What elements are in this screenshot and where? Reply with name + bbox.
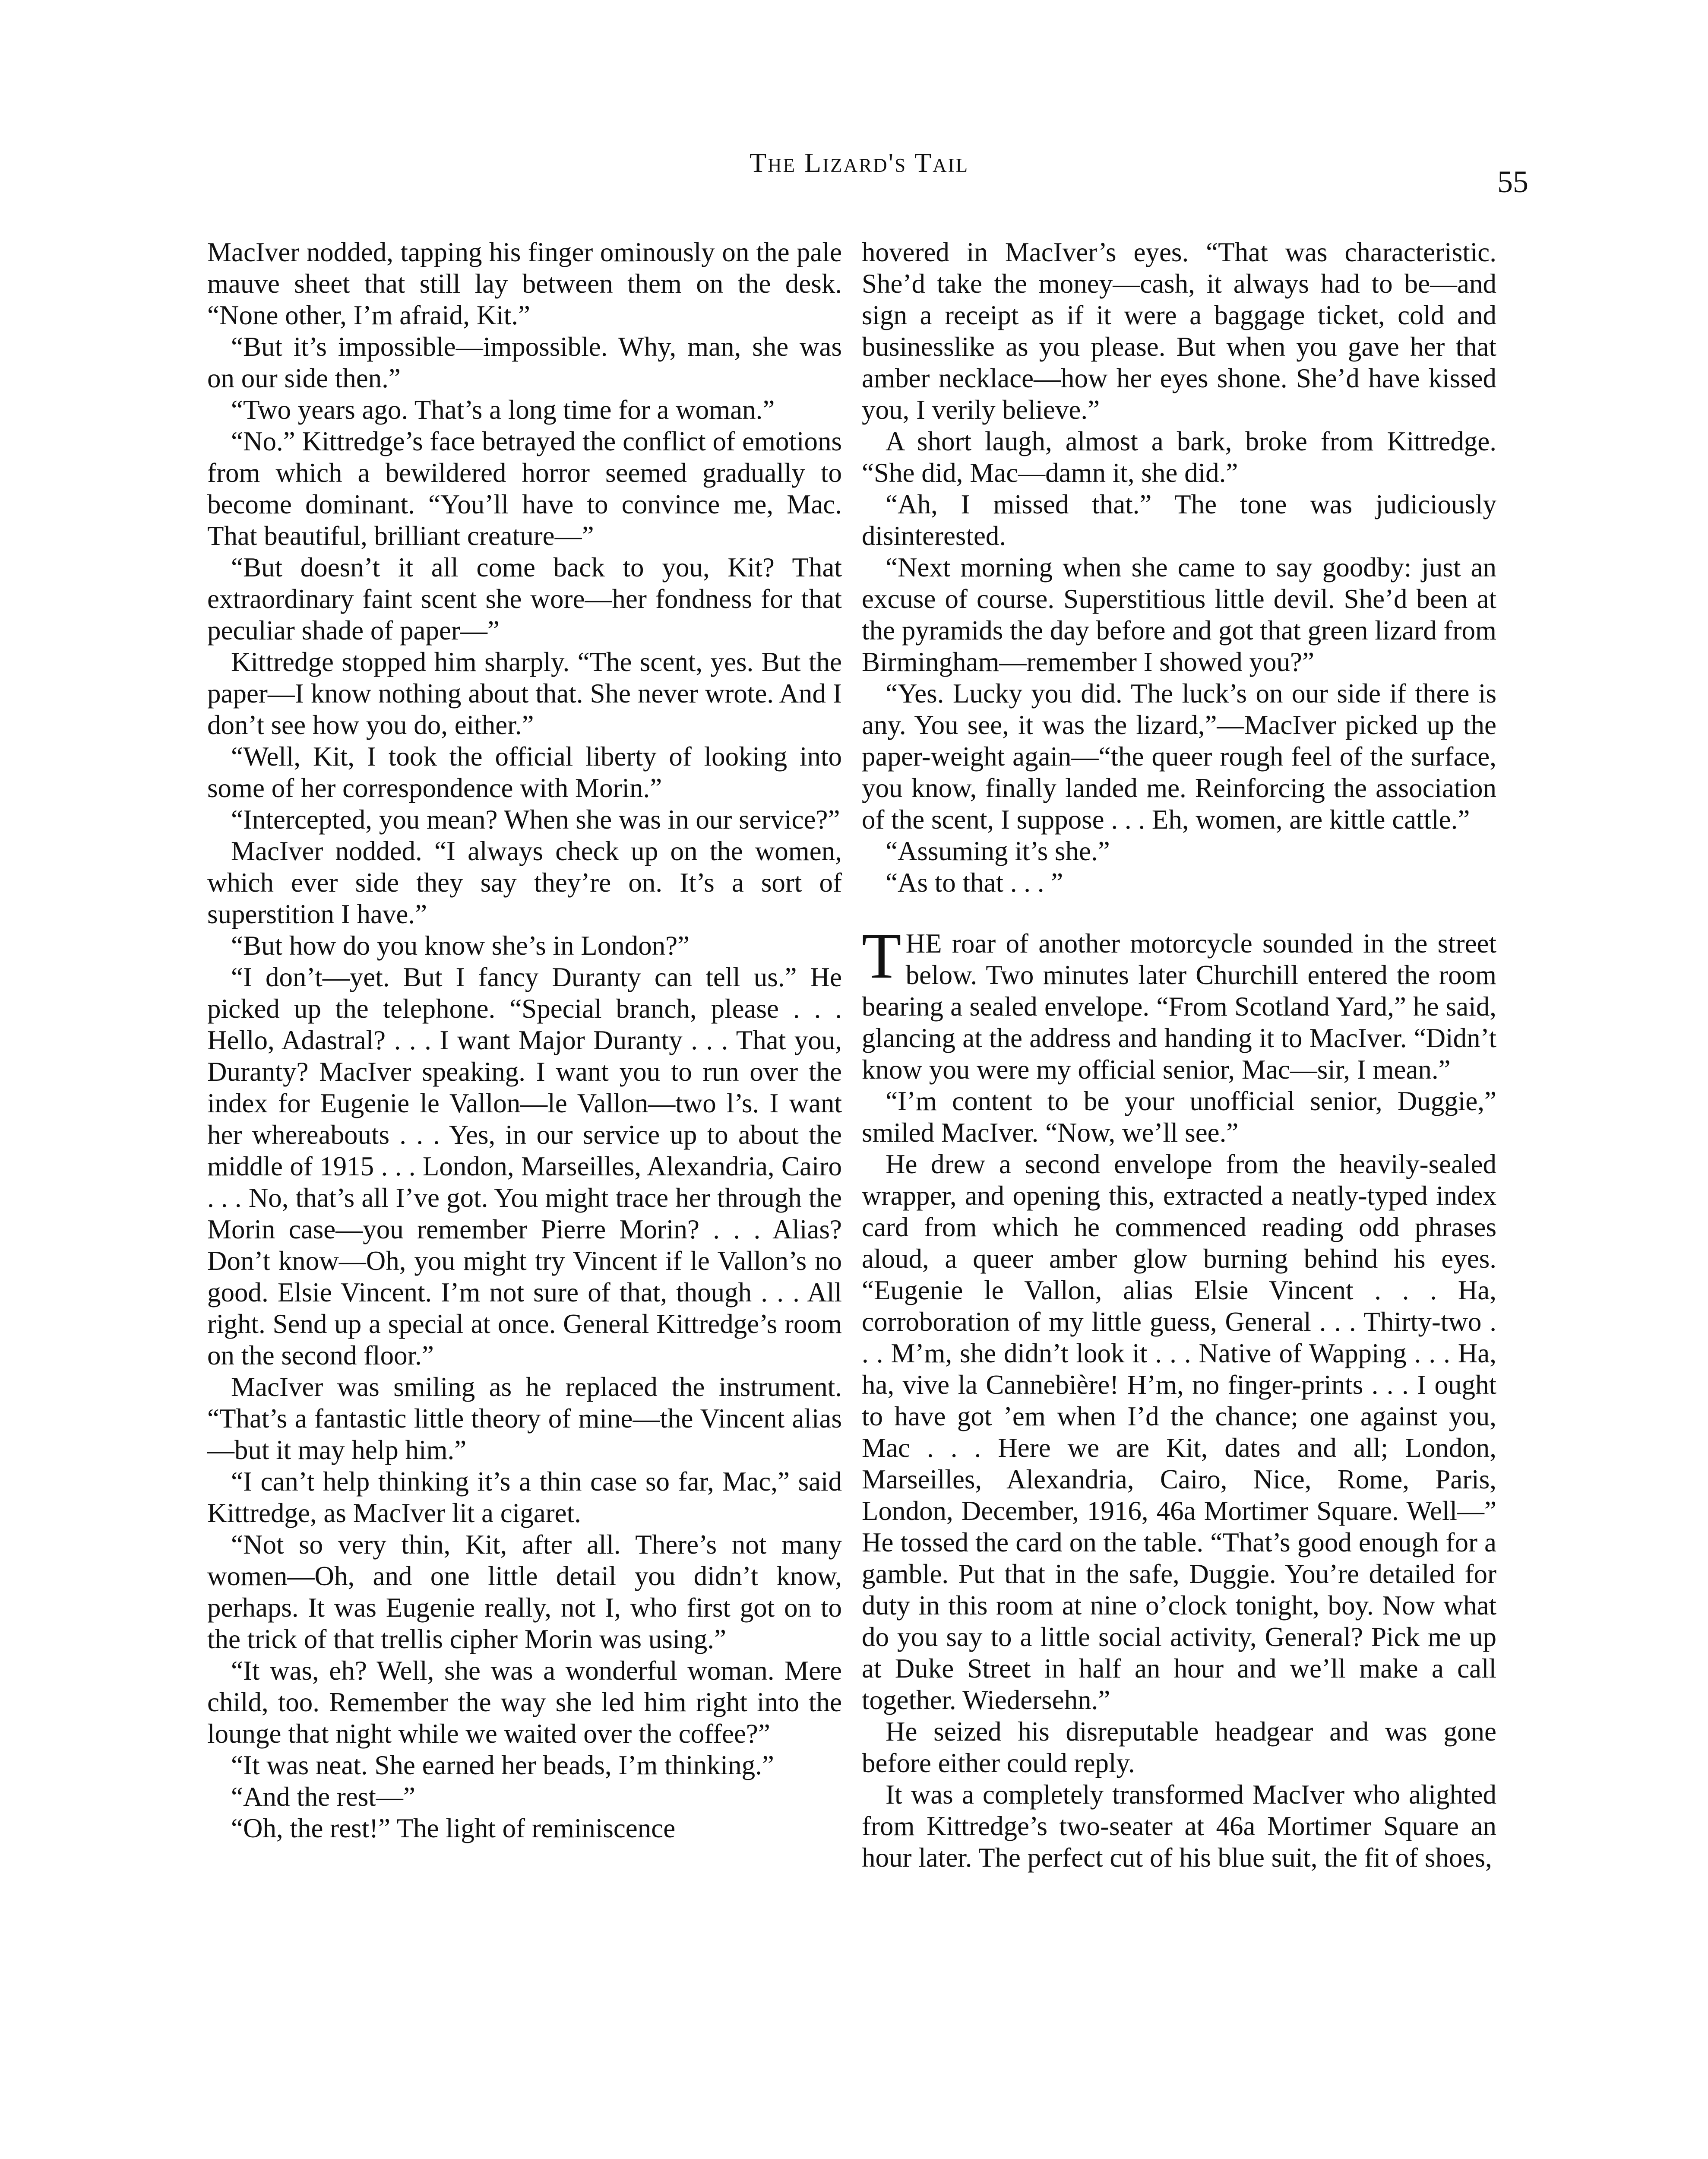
paragraph: He seized his disreputable headgear and was gone before either could reply. (862, 1716, 1496, 1778)
running-title: The Lizard's Tail (749, 147, 969, 178)
paragraph: “Two years ago. That’s a long time for a woman.” (231, 395, 775, 425)
paragraph: “Well, Kit, I took the official liberty of looking into some of her correspondence with Morin.” (207, 741, 842, 803)
paragraph: “Not so very thin, Kit, after all. There’s not many women—Oh, and one little detail you didn’t know, perhaps. It was Eugenie really, not I, who first got on to the trick of that trellis cipher Morin was using.” (207, 1529, 842, 1654)
paragraph: “No.” Kittredge’s face betrayed the conflict of emotions from which a bewildered horror seemed gradually to become dominant. “You’ll have to convince me, Mac. That beautiful, brilliant creature—” (207, 426, 842, 551)
paragraph: “But it’s impossible—impossible. Why, man, she was on our side then.” (207, 332, 842, 393)
paragraph: “But doesn’t it all come back to you, Kit? That extraordinary faint scent she wore—her fondness for that peculiar shade of paper—” (207, 552, 842, 646)
paragraph: Kittredge stopped him sharply. “The scent, yes. But the paper—I know nothing about that. She never wrote. And I don’t see how you do, either.” (207, 647, 842, 740)
paragraph: “I can’t help thinking it’s a thin case so far, Mac,” said Kittredge, as MacIver lit a cigaret. (207, 1466, 842, 1528)
paragraph: He drew a second envelope from the heavily-sealed wrapper, and opening this, extracted a neatly-typed index card from which he commenced reading odd phrases aloud, a queer amber glow burning behind his eyes. “Eugenie le Vallon, alias Elsie Vincent . . . Ha, corroboration of my little guess, General . . . Thirty-two . . . M’m, she didn’t look it . . . Native of Wapping . . . Ha, ha, vive la Cannebière! H’m, no finger-prints . . . I ought to have got ’em when I’d the chance; one against you, Mac . . . Here we are Kit, dates and all; London, Marseilles, Alexandria, Cairo, Nice, Rome, Paris, London, December, 1916, 46a Mortimer Square. Well—” He tossed the card on the table. “That’s good enough for a gamble. Put that in the safe, Duggie. You’re detailed for duty in this room at nine o’clock tonight, boy. Now what do you say to a little social activity, General? Pick me up at Duke Street in half an hour and we’ll make a call together. Wiedersehn.” (862, 1149, 1496, 1715)
paragraph: “Assuming it’s she.” (886, 836, 1110, 866)
paragraph: “As to that . . . ” (886, 867, 1063, 898)
paragraph: “Intercepted, you mean? When she was in our service?” (231, 804, 840, 835)
paragraph: MacIver nodded, tapping his finger ominously on the pale mauve sheet that still lay between them on the desk. “None other, I’m afraid, Kit.” (207, 237, 842, 330)
right-text-column (862, 237, 1496, 2159)
opening-text: HE roar of another motorcycle sounded in the street below. Two minutes later Churchill entered the room bearing a sealed envelope. “From Scotland Yard,” he said, glancing at the address and handing it to MacIver. “Didn’t know you were my official senior, Mac—sir, I mean.” (862, 928, 1496, 1085)
paragraph: “It was, eh? Well, she was a wonderful woman. Mere child, too. Remember the way she led him right into the lounge that night while we waited over the coffee?” (207, 1656, 842, 1749)
paragraph: hovered in MacIver’s eyes. “That was characteristic. She’d take the money—cash, it always had to be—and sign a receipt as if it were a baggage ticket, cold and businesslike as you please. But when you gave her that amber necklace—how her eyes shone. She’d have kissed you, I verily believe.” (862, 237, 1496, 425)
drop-cap: T (862, 920, 901, 992)
paragraph: “Next morning when she came to say goodby: just an excuse of course. Superstitious little devil. She’d been at the pyramids the day before and got that green lizard from Birmingham—remember I showed you?” (862, 552, 1496, 677)
paragraph: “Oh, the rest!” The light of reminiscence (231, 1813, 676, 1843)
paragraph: MacIver was smiling as he replaced the instrument. “That’s a fantastic little theory of mine—the Vincent alias—but it may help him.” (207, 1372, 842, 1465)
left-text-column (207, 237, 842, 2159)
paragraph: A short laugh, almost a bark, broke from Kittredge. “She did, Mac—damn it, she did.” (862, 426, 1496, 488)
paragraph: “And the rest—” (231, 1782, 415, 1812)
paragraph: MacIver nodded. “I always check up on the women, which ever side they say they’re on. It’s a sort of superstition I have.” (207, 836, 842, 929)
paragraph: “I don’t—yet. But I fancy Duranty can tell us.” He picked up the telephone. “Special branch, please . . . Hello, Adastral? . . . I want Major Duranty . . . That you, Duranty? MacIver speaking. I want you to run over the index for Eugenie le Vallon—le Vallon—two l’s. I want her whereabouts . . . Yes, in our service up to about the middle of 1915 . . . London, Marseilles, Alexandria, Cairo . . . No, that’s all I’ve got. You might trace her through the Morin case—you remember Pierre Morin? . . . Alias? Don’t know—Oh, you might try Vincent if le Vallon’s no good. Elsie Vincent. I’m not sure of that, though . . . All right. Send up a special at once. General Kittredge’s room on the second floor.” (207, 962, 842, 1371)
paragraph: “Yes. Lucky you did. The luck’s on our side if there is any. You see, it was the lizard,”—MacIver picked up the paper-weight again—“the queer rough feel of the surface, you know, finally landed me. Reinforcing the association of the scent, I suppose . . . Eh, women, are kittle cattle.” (862, 678, 1496, 835)
paragraph: “Ah, I missed that.” The tone was judiciously disinterested. (862, 489, 1496, 551)
page-number: 55 (1497, 165, 1528, 199)
section-opening-paragraph (862, 920, 1496, 1086)
paragraph: It was a completely transformed MacIver who alighted from Kittredge’s two-seater at 46a Mortimer Square an hour later. The perfect cut of his blue suit, the fit of shoes, (862, 1779, 1496, 1873)
section-break (862, 899, 1496, 928)
paragraph: “I’m content to be your unofficial senior, Duggie,” smiled MacIver. “Now, we’ll see.” (862, 1086, 1496, 1148)
paragraph: “It was neat. She earned her beads, I’m thinking.” (231, 1750, 774, 1780)
paragraph: “But how do you know she’s in London?” (231, 931, 690, 961)
